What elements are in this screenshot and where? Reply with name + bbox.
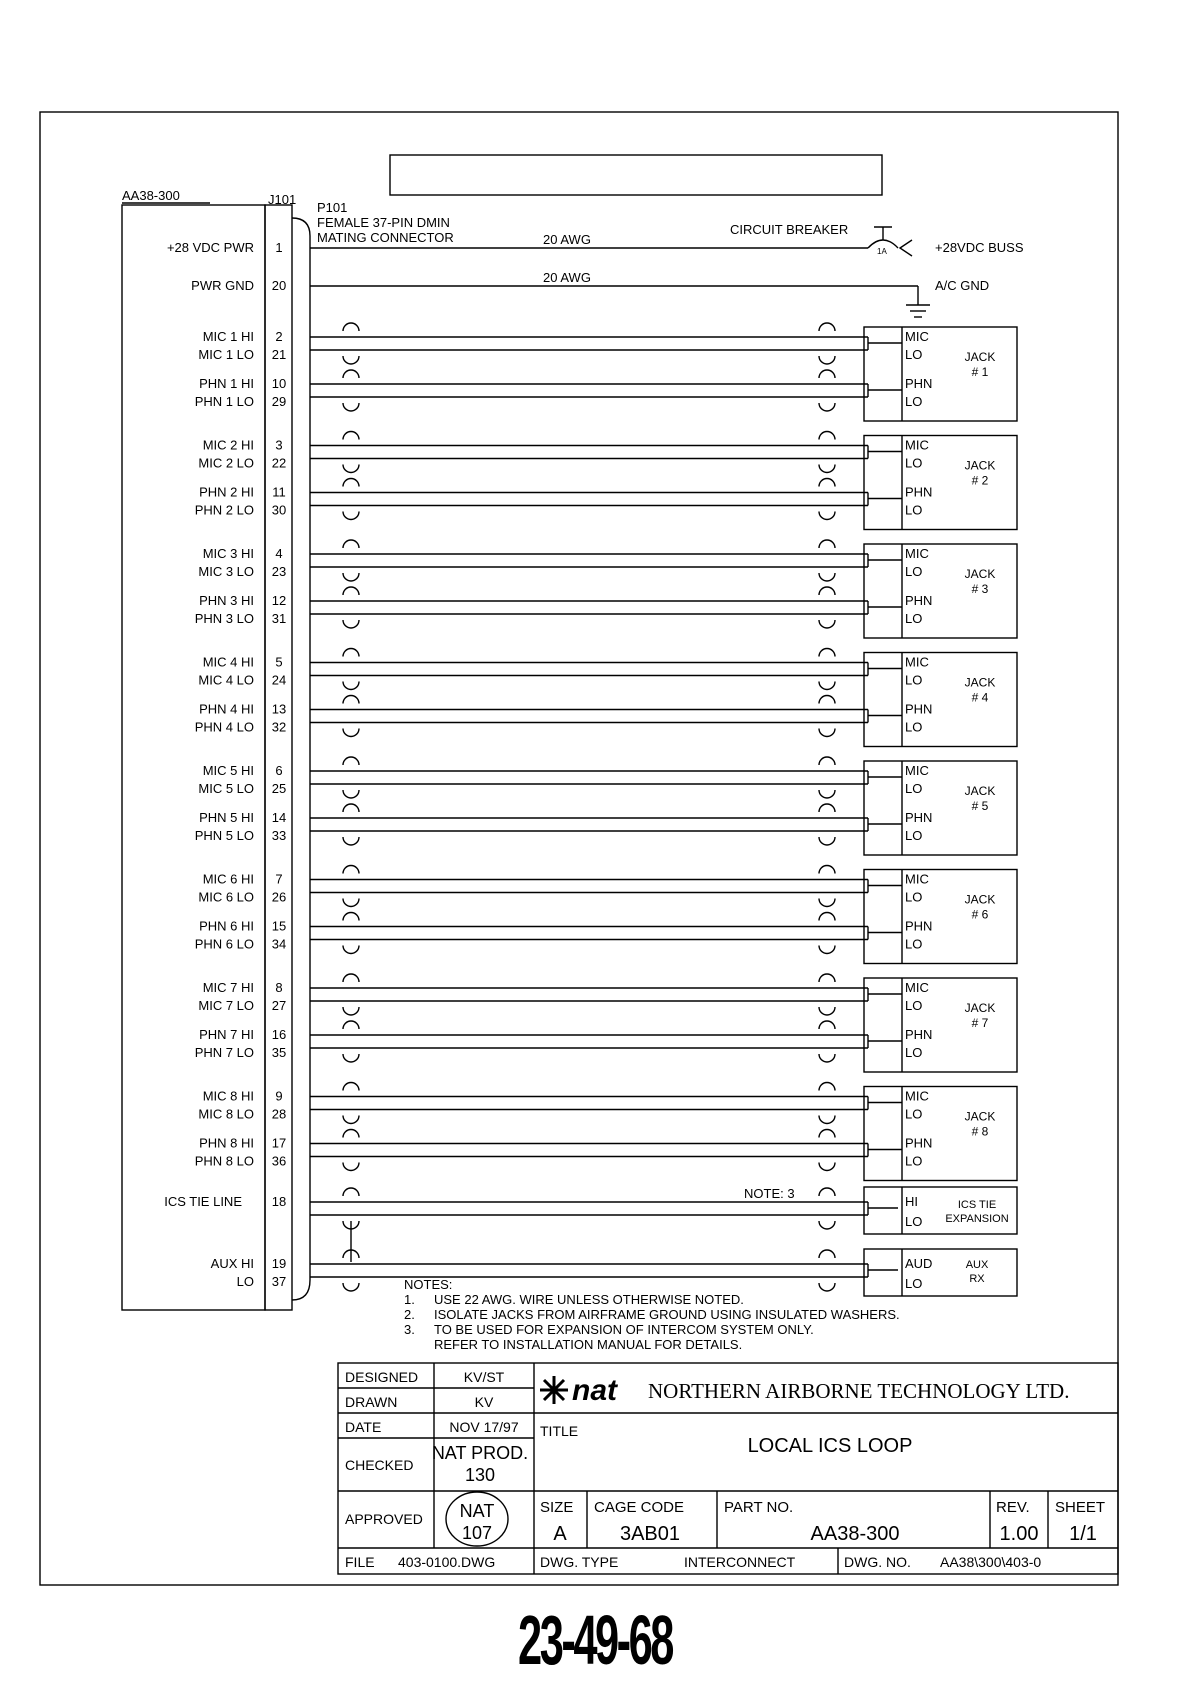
- shield-icon: [819, 1021, 835, 1029]
- checked-value-2: 130: [464, 1465, 496, 1485]
- signal-label: MIC 3 HI: [202, 546, 254, 561]
- shield-icon: [343, 899, 359, 907]
- jack-number: # 7: [971, 1016, 989, 1030]
- jack-box: [864, 870, 1017, 964]
- breaker-rating: 1A: [877, 247, 887, 256]
- signal-label: PHN 2 LO: [194, 502, 254, 518]
- jack-pin-label: LO: [905, 781, 923, 796]
- jack-name: JACK: [964, 892, 996, 907]
- pin-number: 26: [271, 889, 287, 905]
- shield-icon: [819, 479, 835, 487]
- jack-number: # 1: [971, 365, 989, 379]
- jack-pin-label: MIC: [905, 980, 929, 995]
- shield-icon: [343, 682, 359, 690]
- ics-note: NOTE: 3: [744, 1186, 795, 1201]
- cage-label: CAGE CODE: [594, 1499, 685, 1516]
- jack-group-4: [195, 649, 1017, 747]
- date-value: NOV 17/97: [449, 1419, 519, 1435]
- shield-icon: [819, 790, 835, 798]
- signal-label: MIC 8 HI: [202, 1088, 254, 1104]
- stamp-line-1: NAT: [459, 1501, 495, 1521]
- jack-name: JACK: [964, 1109, 996, 1124]
- shield-icon: [343, 837, 359, 845]
- jack-pin-label: PHN: [905, 593, 933, 608]
- signal-label: MIC 2 HI: [202, 437, 254, 453]
- designed-value: KV/ST: [463, 1369, 505, 1385]
- aux-box-line2: RX: [969, 1273, 985, 1285]
- jack-pin-label: MIC: [905, 1088, 929, 1104]
- unit-title: AA38-300: [122, 188, 180, 203]
- jack-pin-label: LO: [905, 672, 923, 688]
- note-3: TO BE USED FOR EXPANSION OF INTERCOM SYSTEM ONLY.: [434, 1322, 814, 1337]
- logo-text: nat: [572, 1374, 617, 1407]
- jack-ref: J101: [268, 192, 297, 207]
- signal-label: PHN 7 HI: [199, 1027, 254, 1042]
- shield-icon: [819, 1083, 835, 1091]
- jack-pin-label: PHN: [905, 810, 933, 825]
- shield-icon: [343, 790, 359, 798]
- aux-lo-label: LO: [236, 1274, 254, 1289]
- note-2-num: 2.: [404, 1307, 415, 1322]
- shield-icon: [343, 757, 359, 765]
- ics-box-line2: EXPANSION: [945, 1213, 1009, 1225]
- shield-icon: [343, 432, 359, 440]
- jack-pin-label: LO: [905, 347, 923, 362]
- signal-label: PHN 4 HI: [199, 701, 254, 717]
- signal-label: PHN 1 LO: [194, 394, 254, 409]
- shield-icon: [819, 356, 835, 364]
- shield-icon: [819, 587, 835, 595]
- sheet-label: SHEET: [1055, 1499, 1106, 1516]
- shield-icon: [343, 479, 359, 487]
- shield-icon: [343, 1130, 359, 1138]
- date-label: DATE: [345, 1419, 382, 1435]
- shield-icon: [819, 323, 835, 331]
- signal-label: MIC 1 LO: [198, 347, 254, 362]
- signal-label: MIC 2 LO: [198, 455, 254, 471]
- pin-number: 6: [275, 763, 283, 778]
- shield-icon: [819, 696, 835, 704]
- approved-label: APPROVED: [345, 1511, 423, 1527]
- aux-aud: AUD: [905, 1256, 933, 1271]
- jack-box: [864, 436, 1017, 530]
- jack-pin-label: LO: [905, 394, 923, 409]
- jack-number: # 5: [971, 799, 989, 813]
- pin-number: 12: [271, 593, 287, 608]
- jack-pin-label: PHN: [905, 918, 933, 934]
- sheet-value: 1/1: [1069, 1523, 1097, 1545]
- pin-number: 3: [275, 437, 283, 453]
- pwr-dest: +28VDC BUSS: [935, 240, 1024, 255]
- shield-icon: [343, 403, 359, 411]
- pin-number: 21: [271, 347, 287, 362]
- jack-group-7: [195, 974, 1017, 1072]
- jack-pin-label: LO: [905, 719, 923, 735]
- jack-pin-label: PHN: [905, 701, 933, 717]
- shield-icon: [343, 323, 359, 331]
- signal-label: MIC 3 LO: [198, 564, 254, 579]
- signal-label: MIC 1 HI: [202, 329, 254, 344]
- designed-label: DESIGNED: [345, 1369, 419, 1385]
- dwg-type-value: INTERCONNECT: [684, 1554, 796, 1570]
- jack-name: JACK: [964, 458, 996, 473]
- shield-icon: [819, 1116, 835, 1124]
- note-1: USE 22 AWG. WIRE UNLESS OTHERWISE NOTED.: [434, 1292, 744, 1307]
- jack-group-3: [195, 540, 1017, 638]
- signal-label: PHN 5 LO: [194, 828, 254, 843]
- shield-icon: [343, 370, 359, 378]
- jack-group-6: [195, 866, 1017, 964]
- shield-icon: [343, 913, 359, 921]
- jack-pin-label: MIC: [905, 546, 929, 561]
- signal-label: PHN 8 LO: [194, 1153, 254, 1169]
- signal-label: PHN 5 HI: [199, 810, 254, 825]
- note-2: ISOLATE JACKS FROM AIRFRAME GROUND USING INSULATED WASHERS.: [434, 1307, 900, 1322]
- jack-number: # 2: [971, 473, 989, 488]
- shield-icon: [819, 370, 835, 378]
- note-1-num: 1.: [404, 1292, 415, 1307]
- rev-value: 1.00: [999, 1523, 1039, 1545]
- shield-icon: [343, 649, 359, 657]
- pin-number: 32: [271, 719, 287, 735]
- jack-pin-label: LO: [905, 936, 923, 952]
- cage-value: 3AB01: [619, 1523, 681, 1545]
- jack-box: [864, 761, 1017, 855]
- jack-box: [864, 1087, 1017, 1181]
- jack-pin-label: LO: [905, 1045, 923, 1060]
- signal-label: PHN 6 LO: [194, 936, 254, 952]
- pin-number: 30: [271, 502, 287, 518]
- shield-icon: [819, 682, 835, 690]
- signal-label: PHN 7 LO: [194, 1045, 254, 1060]
- signal-label: PHN 1 HI: [199, 376, 254, 391]
- jack-name: JACK: [964, 1001, 996, 1015]
- pin-number: 31: [271, 611, 287, 626]
- shield-icon: [343, 696, 359, 704]
- shield-icon: [819, 1130, 835, 1138]
- jack-pin-label: LO: [905, 1106, 923, 1122]
- jack-box: [864, 653, 1017, 747]
- jack-pin-label: LO: [905, 455, 923, 471]
- jack-pin-label: PHN: [905, 1027, 933, 1042]
- shield-icon: [819, 573, 835, 581]
- jack-pin-label: LO: [905, 828, 923, 843]
- signal-label: PHN 6 HI: [199, 918, 254, 934]
- shield-icon: [819, 432, 835, 440]
- aux-lo-pin: 37: [271, 1274, 287, 1289]
- ics-pin: 18: [271, 1194, 287, 1209]
- shield-icon: [819, 403, 835, 411]
- jack-pin-label: LO: [905, 889, 923, 905]
- jack-number: # 4: [971, 690, 989, 705]
- drawn-value: KV: [474, 1394, 494, 1410]
- signal-label: MIC 7 HI: [202, 980, 254, 995]
- shield-icon: [819, 512, 835, 520]
- shield-icon: [343, 1163, 359, 1171]
- shield-icon: [343, 587, 359, 595]
- pin-number: 28: [271, 1106, 287, 1122]
- jack-pin-label: LO: [905, 564, 923, 579]
- pin-number: 25: [271, 781, 287, 796]
- shield-icon: [343, 512, 359, 520]
- pin-number: 14: [271, 810, 287, 825]
- shield-icon: [819, 866, 835, 874]
- jack-pin-label: LO: [905, 1153, 923, 1169]
- shield-icon: [819, 974, 835, 982]
- pin-number: 36: [271, 1153, 287, 1169]
- ics-lo: LO: [905, 1214, 923, 1229]
- shield-icon: [343, 1021, 359, 1029]
- jack-box: [864, 978, 1017, 1072]
- signal-label: MIC 5 LO: [198, 781, 254, 796]
- shield-icon: [819, 649, 835, 657]
- jack-name: JACK: [964, 350, 996, 364]
- jack-number: # 3: [971, 582, 989, 596]
- pin-number: 24: [271, 672, 287, 688]
- pwr-label: +28 VDC PWR: [166, 240, 254, 255]
- note-4: REFER TO INSTALLATION MANUAL FOR DETAILS.: [434, 1337, 743, 1352]
- company-name: NORTHERN AIRBORNE TECHNOLOGY LTD.: [648, 1379, 1070, 1403]
- shield-icon: [819, 804, 835, 812]
- signal-label: PHN 3 LO: [194, 611, 254, 626]
- drawing-title: LOCAL ICS LOOP: [747, 1435, 913, 1457]
- pin-number: 35: [271, 1045, 287, 1060]
- jack-group-5: [195, 757, 1017, 855]
- jack-name: JACK: [964, 567, 996, 581]
- shield-icon: [343, 356, 359, 364]
- pin-number: 10: [271, 376, 287, 391]
- jack-box: [864, 544, 1017, 638]
- ics-label: ICS TIE LINE: [164, 1194, 242, 1209]
- pin-number: 29: [271, 394, 287, 409]
- jack-pin-label: PHN: [905, 1135, 933, 1151]
- signal-label: MIC 6 LO: [198, 889, 254, 905]
- signal-label: MIC 6 HI: [202, 871, 254, 887]
- jack-pin-label: LO: [905, 502, 923, 518]
- jack-pin-label: MIC: [905, 763, 929, 778]
- note-3-num: 3.: [404, 1322, 415, 1337]
- shield-icon: [819, 1163, 835, 1171]
- jack-box: [864, 327, 1017, 421]
- size-value: A: [553, 1523, 567, 1545]
- shield-icon: [343, 540, 359, 548]
- pwr-wire: 20 AWG: [543, 232, 591, 247]
- jack-group-2: [195, 432, 1017, 530]
- pin-number: 22: [271, 455, 287, 471]
- shield-icon: [819, 837, 835, 845]
- rev-label: REV.: [996, 1499, 1030, 1516]
- shield-icon: [343, 573, 359, 581]
- jack-pin-label: PHN: [905, 376, 933, 391]
- part-value: AA38-300: [810, 1523, 900, 1545]
- jack-pin-label: PHN: [905, 484, 933, 500]
- pin-number: 15: [271, 918, 287, 934]
- shield-icon: [819, 1054, 835, 1062]
- gnd-wire: 20 AWG: [543, 270, 591, 285]
- pin-number: 27: [271, 998, 287, 1013]
- shield-icon: [819, 757, 835, 765]
- plug-ref: P101: [317, 200, 348, 215]
- jack-pin-label: MIC: [905, 329, 929, 344]
- signal-label: MIC 8 LO: [198, 1106, 254, 1122]
- size-label: SIZE: [540, 1499, 574, 1516]
- jack-group-1: [195, 323, 1017, 421]
- page-number: 23-49-68: [518, 1601, 672, 1679]
- pin-number: 2: [275, 329, 283, 344]
- notes-title: NOTES:: [404, 1277, 453, 1292]
- header-box: [390, 155, 882, 195]
- shield-icon: [343, 465, 359, 473]
- stamp-line-2: 107: [461, 1523, 493, 1543]
- signal-label: PHN 4 LO: [194, 719, 254, 735]
- pin-number: 34: [271, 936, 287, 952]
- dwg-type-label: DWG. TYPE: [540, 1554, 619, 1570]
- checked-value-1: NAT PROD.: [431, 1443, 529, 1463]
- drawing-frame: [40, 112, 1118, 1585]
- shield-icon: [343, 620, 359, 628]
- shield-icon: [343, 1116, 359, 1124]
- shield-icon: [819, 465, 835, 473]
- plug-desc-1: FEMALE 37-PIN DMIN: [317, 215, 450, 230]
- shield-icon: [343, 1054, 359, 1062]
- signal-label: MIC 5 HI: [202, 763, 254, 778]
- checked-label: CHECKED: [345, 1457, 414, 1473]
- jack-pin-label: MIC: [905, 437, 929, 453]
- part-label: PART NO.: [724, 1499, 794, 1516]
- ics-hi: HI: [905, 1194, 918, 1209]
- breaker-label: CIRCUIT BREAKER: [730, 222, 849, 237]
- aux-lo: LO: [905, 1276, 923, 1291]
- pin-number: 5: [275, 654, 283, 670]
- shield-icon: [819, 540, 835, 548]
- jack-group-8: [195, 1083, 1017, 1181]
- jack-name: JACK: [964, 784, 996, 798]
- pin-number: 7: [275, 871, 283, 887]
- pwr-pin: 1: [275, 240, 283, 255]
- shield-icon: [819, 1007, 835, 1015]
- signal-label: MIC 7 LO: [198, 998, 254, 1013]
- jack-number: # 8: [971, 1124, 989, 1139]
- pin-number: 16: [271, 1027, 287, 1042]
- jack-pin-label: LO: [905, 611, 923, 626]
- jack-pin-label: MIC: [905, 871, 929, 887]
- gnd-pin: 20: [271, 278, 287, 293]
- file-value: 403-0100.DWG: [398, 1554, 496, 1570]
- ics-box-line1: ICS TIE: [957, 1199, 997, 1211]
- shield-icon: [819, 946, 835, 954]
- signal-label: MIC 4 LO: [198, 672, 254, 688]
- plug-desc-2: MATING CONNECTOR: [317, 230, 454, 245]
- title-label: TITLE: [540, 1423, 579, 1439]
- file-label: FILE: [345, 1554, 375, 1570]
- shield-icon: [819, 913, 835, 921]
- jack-number: # 6: [971, 907, 989, 922]
- nat-logo-icon: [540, 1376, 568, 1404]
- jack-name: JACK: [964, 675, 996, 690]
- pin-number: 4: [275, 546, 283, 561]
- signal-label: PHN 3 HI: [199, 593, 254, 608]
- signal-label: PHN 8 HI: [199, 1135, 254, 1151]
- jack-pin-label: LO: [905, 998, 923, 1013]
- shield-icon: [343, 729, 359, 737]
- dwg-no-value: AA38\300\403-0: [940, 1554, 1042, 1570]
- shield-icon: [343, 946, 359, 954]
- pin-number: 8: [275, 980, 283, 995]
- aux-box-line1: AUX: [965, 1259, 989, 1271]
- gnd-dest: A/C GND: [935, 278, 990, 293]
- shield-icon: [343, 974, 359, 982]
- aux-box: [864, 1249, 1017, 1296]
- shield-icon: [819, 729, 835, 737]
- dwg-no-label: DWG. NO.: [844, 1554, 911, 1570]
- gnd-label: PWR GND: [191, 278, 254, 293]
- shield-icon: [343, 1083, 359, 1091]
- pin-number: 9: [275, 1088, 283, 1104]
- pin-number: 33: [271, 828, 287, 843]
- aux-hi-pin: 19: [271, 1256, 287, 1271]
- shield-icon: [819, 620, 835, 628]
- shield-icon: [343, 804, 359, 812]
- pin-number: 11: [272, 484, 286, 500]
- shield-icon: [819, 899, 835, 907]
- shield-icon: [343, 1007, 359, 1015]
- signal-label: MIC 4 HI: [202, 654, 254, 670]
- aux-hi-label: AUX HI: [210, 1256, 254, 1271]
- pin-number: 13: [271, 701, 287, 717]
- jack-pin-label: MIC: [905, 654, 929, 670]
- pin-number: 17: [271, 1135, 287, 1151]
- pin-number: 23: [271, 564, 287, 579]
- shield-icon: [343, 866, 359, 874]
- drawn-label: DRAWN: [345, 1394, 398, 1410]
- p101-connector: [292, 218, 310, 1300]
- signal-label: PHN 2 HI: [199, 484, 254, 500]
